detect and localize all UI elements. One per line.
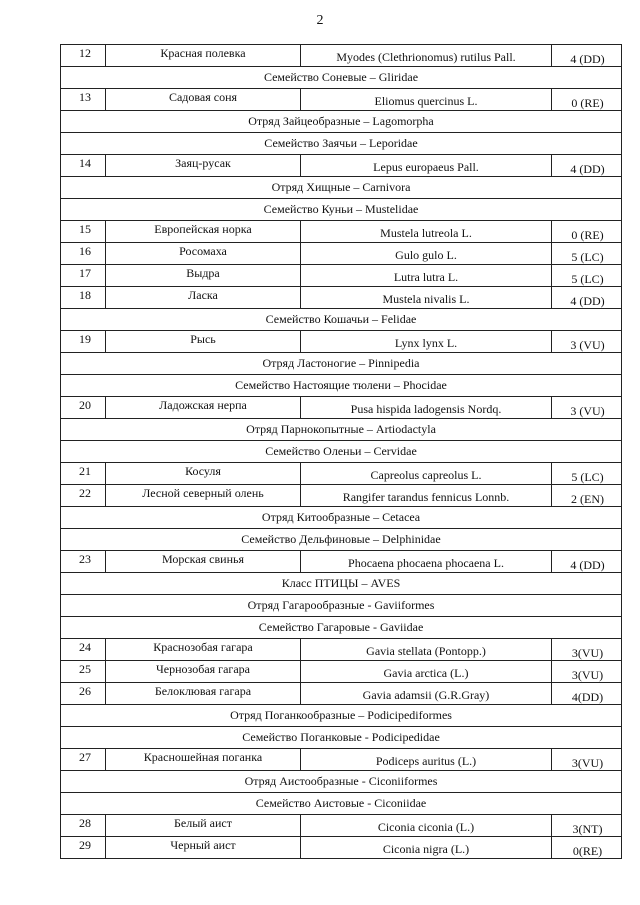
species-latin-name: Capreolus capreolus L. [300, 463, 551, 484]
taxon-header-row: Отряд Хищные – Carnivora [61, 177, 621, 199]
species-number: 12 [79, 46, 91, 60]
species-row [61, 485, 621, 507]
species-number: 29 [79, 838, 91, 852]
species-russian-name: Белый аист [105, 815, 300, 836]
species-latin-name: Podiceps auritus (L.) [300, 749, 551, 770]
species-russian-name: Европейская норка [105, 221, 300, 242]
species-number: 18 [79, 288, 91, 302]
species-status-category: 3 (VU) [551, 397, 623, 418]
species-row [61, 221, 621, 243]
species-latin-name: Lutra lutra L. [300, 265, 551, 286]
taxon-header-row: Отряд Гагарообразные - Gaviiformes [61, 595, 621, 617]
species-russian-name: Красношейная поганка [105, 749, 300, 770]
species-number: 25 [79, 662, 91, 676]
species-status-category: 3(VU) [551, 749, 623, 770]
species-latin-name: Ciconia ciconia (L.) [300, 815, 551, 836]
species-number: 28 [79, 816, 91, 830]
taxon-header-row: Семейство Куньи – Mustelidae [61, 199, 621, 221]
species-number: 22 [79, 486, 91, 500]
taxon-header-row: Отряд Зайцеобразные – Lagomorpha [61, 111, 621, 133]
species-status-category: 3(NT) [551, 815, 623, 836]
species-status-category: 4 (DD) [551, 287, 623, 308]
species-number: 16 [79, 244, 91, 258]
taxon-header-row: Семейство Заячьи – Leporidae [61, 133, 621, 155]
species-russian-name: Ласка [105, 287, 300, 308]
species-row [61, 287, 621, 309]
species-russian-name: Краснозобая гагара [105, 639, 300, 660]
species-number: 21 [79, 464, 91, 478]
species-row [61, 331, 621, 353]
species-number: 17 [79, 266, 91, 280]
taxon-header-row: Класс ПТИЦЫ – AVES [61, 573, 621, 595]
taxon-header-row: Отряд Парнокопытные – Artiodactyla [61, 419, 621, 441]
species-status-category: 4 (DD) [551, 155, 623, 176]
species-row [61, 463, 621, 485]
taxon-header-row: Семейство Дельфиновые – Delphinidae [61, 529, 621, 551]
taxon-header-row: Отряд Аистообразные - Ciconiiformes [61, 771, 621, 793]
species-number: 24 [79, 640, 91, 654]
page-number: 2 [316, 13, 324, 28]
species-russian-name: Садовая соня [105, 89, 300, 110]
species-number: 15 [79, 222, 91, 236]
species-latin-name: Lepus europaeus Pall. [300, 155, 551, 176]
species-russian-name: Белоклювая гагара [105, 683, 300, 704]
species-latin-name: Gavia arctica (L.) [300, 661, 551, 682]
species-number: 20 [79, 398, 91, 412]
species-row [61, 837, 621, 859]
species-row [61, 639, 621, 661]
species-row [61, 815, 621, 837]
taxon-header-row: Семейство Соневые – Gliridae [61, 67, 621, 89]
species-latin-name: Rangifer tarandus fennicus Lonnb. [300, 485, 551, 506]
species-number: 14 [79, 156, 91, 170]
taxon-header-row: Семейство Оленьи – Cervidae [61, 441, 621, 463]
species-russian-name: Выдра [105, 265, 300, 286]
species-russian-name: Морская свинья [105, 551, 300, 572]
species-latin-name: Lynx lynx L. [300, 331, 551, 352]
species-status-category: 0 (RE) [551, 89, 623, 110]
species-latin-name: Pusa hispida ladogensis Nordq. [300, 397, 551, 418]
species-latin-name: Gavia adamsii (G.R.Gray) [300, 683, 551, 704]
species-status-category: 4(DD) [551, 683, 623, 704]
species-status-category: 2 (EN) [551, 485, 623, 506]
taxon-header-row: Семейство Поганковые - Podicipedidae [61, 727, 621, 749]
taxon-header-row: Семейство Аистовые - Ciconiidae [61, 793, 621, 815]
species-row [61, 683, 621, 705]
species-russian-name: Черный аист [105, 837, 300, 858]
taxon-header-row: Семейство Настоящие тюлени – Phocidae [61, 375, 621, 397]
taxon-header-row: Отряд Ластоногие – Pinnipedia [61, 353, 621, 375]
species-latin-name: Eliomus quercinus L. [300, 89, 551, 110]
species-russian-name: Лесной северный олень [105, 485, 300, 506]
species-russian-name: Заяц-русак [105, 155, 300, 176]
species-latin-name: Myodes (Clethrionomus) rutilus Pall. [300, 45, 551, 66]
species-latin-name: Phocaena phocaena phocaena L. [300, 551, 551, 572]
species-latin-name: Ciconia nigra (L.) [300, 837, 551, 858]
species-row [61, 89, 621, 111]
species-status-category: 5 (LC) [551, 243, 623, 264]
species-russian-name: Рысь [105, 331, 300, 352]
species-russian-name: Косуля [105, 463, 300, 484]
species-row [61, 397, 621, 419]
species-status-category: 4 (DD) [551, 551, 623, 572]
species-status-category: 0(RE) [551, 837, 623, 858]
species-row [61, 661, 621, 683]
species-row [61, 155, 621, 177]
species-status-category: 3(VU) [551, 661, 623, 682]
species-russian-name: Ладожская нерпа [105, 397, 300, 418]
species-number: 13 [79, 90, 91, 104]
species-table [60, 44, 622, 859]
species-number: 19 [79, 332, 91, 346]
species-status-category: 4 (DD) [551, 45, 623, 66]
species-number: 27 [79, 750, 91, 764]
species-latin-name: Gavia stellata (Pontopp.) [300, 639, 551, 660]
taxon-header-row: Семейство Гагаровые - Gaviidae [61, 617, 621, 639]
species-status-category: 3(VU) [551, 639, 623, 660]
taxon-header-row: Отряд Поганкообразные – Podicipediformes [61, 705, 621, 727]
taxon-header-row: Отряд Китообразные – Cetacea [61, 507, 621, 529]
species-row [61, 243, 621, 265]
species-status-category: 3 (VU) [551, 331, 623, 352]
species-russian-name: Росомаха [105, 243, 300, 264]
taxon-header-row: Семейство Кошачьи – Felidae [61, 309, 621, 331]
species-latin-name: Gulo gulo L. [300, 243, 551, 264]
species-row [61, 749, 621, 771]
species-russian-name: Красная полевка [105, 45, 300, 66]
species-number: 23 [79, 552, 91, 566]
species-row [61, 551, 621, 573]
species-number: 26 [79, 684, 91, 698]
species-status-category: 5 (LC) [551, 463, 623, 484]
species-latin-name: Mustela lutreola L. [300, 221, 551, 242]
species-latin-name: Mustela nivalis L. [300, 287, 551, 308]
species-status-category: 0 (RE) [551, 221, 623, 242]
species-row [61, 265, 621, 287]
species-russian-name: Чернозобая гагара [105, 661, 300, 682]
species-row [61, 45, 621, 67]
species-status-category: 5 (LC) [551, 265, 623, 286]
